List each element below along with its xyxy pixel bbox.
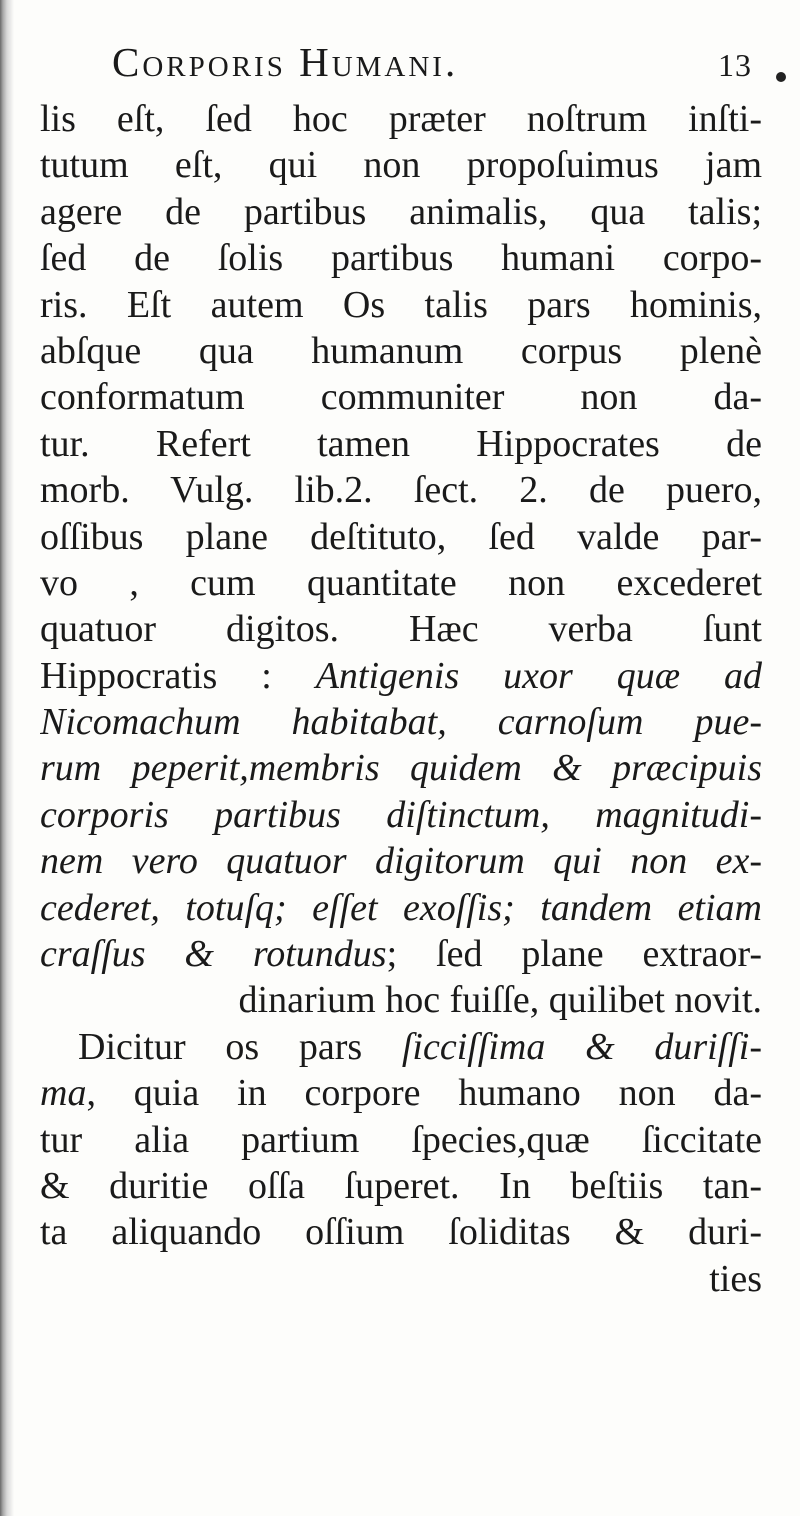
text-line [40,1117,762,1163]
text-line [40,653,762,699]
text-segment: , quia in corpore humano non da- [86,1072,762,1115]
running-title: Corporis Humani. [112,39,459,85]
text-segment: tutum eſt, qui non propoſuimus jam [40,144,762,187]
text-line [40,745,762,791]
text-line [40,699,762,745]
page-gutter-shadow [0,0,14,1516]
text-segment: dinarium hoc fuiſſe, quilibet novit. [238,979,762,1022]
text-segment: tur. Refert tamen Hippocrates de [40,422,762,465]
italic-text-segment: corporis partibus diſtinctum, magnitudi- [40,793,762,836]
text-line [40,838,762,884]
marginal-dot-mark [776,72,786,82]
italic-text-segment: nem vero quatuor digitorum qui non ex- [40,840,762,883]
italic-text-segment: rum peperit,membris quidem & præcipuis [40,747,762,790]
italic-text-segment: ma [40,1072,87,1115]
text-segment: agere de partibus animalis, qua talis; [40,190,762,233]
text-segment: ris. Eſt autem Os talis pars hominis, [40,283,762,326]
body-text [40,96,762,1302]
text-segment: tur alia partium ſpecies,quæ ſiccitate [40,1118,762,1161]
text-segment: quatuor digitos. Hæc verba ſunt [40,608,762,651]
italic-text-segment: Antigenis uxor quæ ad [315,654,762,697]
text-segment: oſſibus plane deſtituto, ſed valde par- [40,515,762,558]
italic-text-segment: ſicciſſima & duriſſi- [401,1025,762,1068]
text-line [40,1256,762,1302]
text-segment: & duritie oſſa ſuperet. In beſtiis tan- [40,1164,762,1207]
text-segment: ties [709,1257,762,1300]
text-segment: Hippocratis : [40,654,316,697]
text-segment: ſed de ſolis partibus humani corpo- [40,237,762,280]
text-line [40,421,762,467]
italic-text-segment: Nicomachum habitabat, carnoſum pue- [40,701,762,744]
text-line [40,282,762,328]
text-line [40,931,762,977]
running-head [112,38,752,88]
text-segment: conformatum communiter non da- [40,376,762,419]
italic-text-segment: craſſus & rotundus [40,933,387,976]
text-line [40,792,762,838]
text-line [40,1070,762,1116]
text-segment: abſque qua humanum corpus plenè [40,329,762,372]
text-segment: ; ſed plane extraor- [386,933,762,976]
text-segment: vo , cum quantitate non excederet [40,561,762,604]
text-segment: morb. Vulg. lib.2. ſect. 2. de puero, [40,469,762,512]
text-line [40,1209,762,1255]
text-line [40,235,762,281]
text-line [40,374,762,420]
text-line [40,467,762,513]
text-segment: lis eſt, ſed hoc præter noſtrum inſti- [40,98,762,140]
text-line [40,328,762,374]
text-line [40,560,762,606]
text-line [40,885,762,931]
text-line [40,514,762,560]
text-line [40,1024,762,1070]
text-segment: Dicitur os pars [78,1025,402,1068]
italic-text-segment: cederet, totuſq; eſſet exoſſis; tandem etiam [40,886,762,929]
text-line [40,142,762,188]
text-line [40,977,762,1023]
text-line [40,189,762,235]
text-line [40,1163,762,1209]
page-number: 13 [718,47,752,83]
text-line [40,96,762,142]
text-line [40,606,762,652]
text-segment: ta aliquando oſſium ſoliditas & duri- [40,1211,762,1254]
